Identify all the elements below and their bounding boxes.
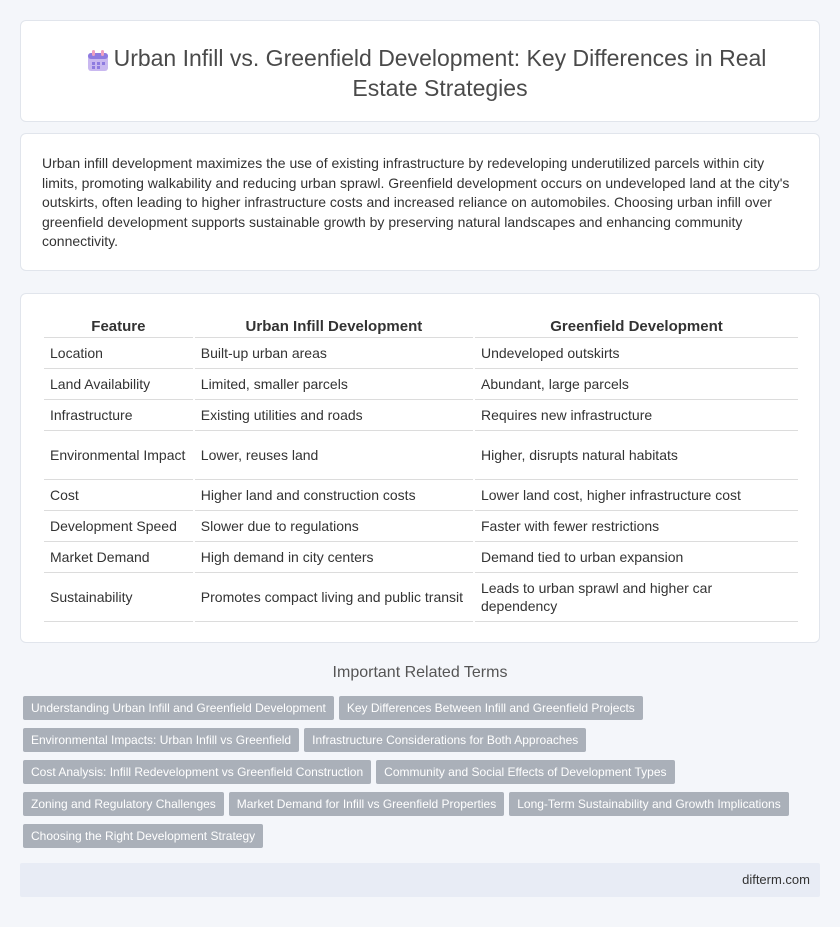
row-urban-infill: Slower due to regulations: [195, 511, 473, 542]
related-term-tag[interactable]: Cost Analysis: Infill Redevelopment vs Greenfield Construction: [23, 760, 371, 784]
row-greenfield: Faster with fewer restrictions: [475, 511, 798, 542]
table-row: [44, 511, 798, 542]
row-urban-infill: Limited, smaller parcels: [195, 369, 473, 400]
related-terms-list: [23, 696, 803, 856]
related-term-tag[interactable]: Zoning and Regulatory Challenges: [23, 792, 224, 816]
row-feature: Land Availability: [44, 369, 193, 400]
table-row: [44, 573, 798, 622]
row-urban-infill: Existing utilities and roads: [195, 400, 473, 431]
related-terms-title: Important Related Terms: [332, 664, 508, 681]
row-feature: Location: [44, 338, 193, 369]
table-header-row: [44, 316, 798, 338]
related-term-tag[interactable]: Environmental Impacts: Urban Infill vs Greenfield: [23, 728, 299, 752]
row-urban-infill: Higher land and construction costs: [195, 480, 473, 511]
comparison-card: [20, 293, 820, 643]
table-row: [44, 431, 798, 480]
row-greenfield: Leads to urban sprawl and higher car dependency: [475, 573, 798, 622]
intro-text: Urban infill development maximizes the use of existing infrastructure by redeveloping underutilized parcels within city limits, promoting walkability and reducing urban sprawl. Greenfield development occurs on undeveloped land at the city's outskirts, often leading to higher infrastructure costs and increased reliance on automobiles. Choosing urban infill over greenfield development supports sustainable growth by preserving natural landscapes and enhancing community connectivity.: [42, 155, 790, 249]
table-row: [44, 338, 798, 369]
comparison-table: [42, 316, 800, 622]
page-title: Urban Infill vs. Greenfield Development: Key Differences in Real Estate Strategies: [113, 45, 767, 101]
row-feature: Sustainability: [44, 573, 193, 622]
title-wrap: [61, 43, 779, 103]
header-card: [20, 20, 820, 122]
row-greenfield: Lower land cost, higher infrastructure cost: [475, 480, 798, 511]
row-greenfield: Abundant, large parcels: [475, 369, 798, 400]
header-urban-infill: Urban Infill Development: [195, 316, 473, 338]
row-greenfield: Demand tied to urban expansion: [475, 542, 798, 573]
table-row: [44, 542, 798, 573]
header-greenfield: Greenfield Development: [475, 316, 798, 338]
table-row: [44, 400, 798, 431]
row-urban-infill: Promotes compact living and public transit: [195, 573, 473, 622]
footer-site-link[interactable]: difterm.com: [742, 872, 810, 887]
related-term-tag[interactable]: Community and Social Effects of Development Types: [376, 760, 674, 784]
row-feature: Market Demand: [44, 542, 193, 573]
row-feature: Environmental Impact: [44, 431, 193, 480]
row-urban-infill: High demand in city centers: [195, 542, 473, 573]
row-greenfield: Undeveloped outskirts: [475, 338, 798, 369]
header-feature: Feature: [44, 316, 193, 338]
row-greenfield: Higher, disrupts natural habitats: [475, 431, 798, 480]
related-term-tag[interactable]: Understanding Urban Infill and Greenfield Development: [23, 696, 334, 720]
related-term-tag[interactable]: Choosing the Right Development Strategy: [23, 824, 263, 848]
row-urban-infill: Lower, reuses land: [195, 431, 473, 480]
calendar-icon: [85, 48, 111, 74]
row-feature: Cost: [44, 480, 193, 511]
table-row: [44, 480, 798, 511]
row-urban-infill: Built-up urban areas: [195, 338, 473, 369]
related-term-tag[interactable]: Key Differences Between Infill and Greenfield Projects: [339, 696, 643, 720]
table-row: [44, 369, 798, 400]
related-term-tag[interactable]: Market Demand for Infill vs Greenfield Properties: [229, 792, 504, 816]
related-term-tag[interactable]: Infrastructure Considerations for Both Approaches: [304, 728, 586, 752]
row-greenfield: Requires new infrastructure: [475, 400, 798, 431]
related-term-tag[interactable]: Long-Term Sustainability and Growth Implications: [509, 792, 788, 816]
footer: [20, 863, 820, 897]
intro-card: [20, 133, 820, 271]
row-feature: Infrastructure: [44, 400, 193, 431]
row-feature: Development Speed: [44, 511, 193, 542]
